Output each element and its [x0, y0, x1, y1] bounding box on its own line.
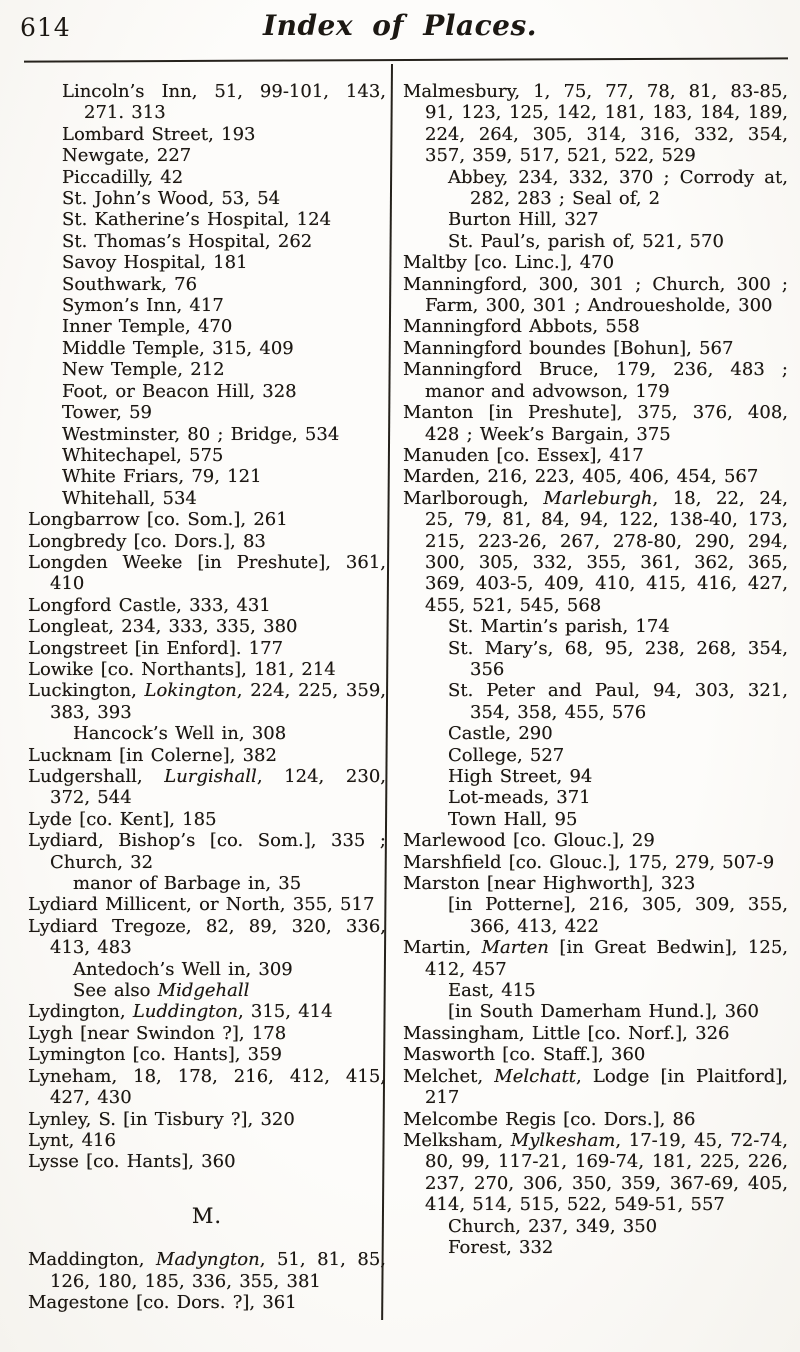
entry-text: Manningford, 300, 301 ; Church, 300 ; Farm, 300, 301 ; Androuesholde, 300: [403, 273, 788, 317]
entry-text: , Lodge [in Plaitford], 217: [425, 1065, 788, 1109]
entry-text: Marston [near Highworth], 323: [403, 873, 696, 895]
entry-text: Lysse [co. Hants], 360: [28, 1151, 236, 1173]
index-entry: [28, 1130, 386, 1151]
entry-text-italic: Lurgishall: [164, 766, 257, 787]
entry-text: Symon’s Inn, 417: [62, 295, 224, 317]
entry-text: Southwark, 76: [62, 273, 198, 295]
entry-text: Lydington,: [28, 1001, 133, 1023]
index-entry: [73, 873, 386, 894]
entry-text: Burton Hill, 327: [448, 209, 599, 231]
index-entry: [28, 916, 386, 959]
index-entry: [448, 980, 788, 1001]
index-entry: [28, 1001, 386, 1022]
index-entry: [62, 338, 386, 359]
entry-text: See also: [73, 980, 158, 1002]
index-entry: [62, 231, 386, 252]
index-entry: [28, 830, 386, 873]
index-entry: [62, 167, 386, 188]
entry-text: Newgate, 227: [62, 145, 192, 167]
entry-text: Westminster, 80 ; Bridge, 534: [62, 423, 340, 445]
index-entry: [448, 209, 788, 230]
index-entry: [403, 81, 788, 167]
entry-text: Melchet,: [403, 1065, 495, 1087]
entry-text: Tower, 59: [62, 402, 152, 424]
entry-text: Foot, or Beacon Hill, 328: [62, 380, 297, 402]
index-entry: [28, 659, 386, 680]
index-entry: [62, 81, 386, 124]
entry-text: Inner Temple, 470: [62, 316, 233, 338]
entry-text: Lygh [near Swindon ?], 178: [28, 1022, 287, 1044]
entry-text: [in Great Bedwin], 125, 412, 457: [425, 937, 789, 980]
index-entry: [28, 1292, 386, 1313]
entry-text: Lyde [co. Kent], 185: [28, 808, 217, 830]
index-entry: [28, 1151, 386, 1172]
entry-text: , 315, 414: [237, 1001, 333, 1023]
page-number: 614: [20, 13, 71, 42]
header-rule: [24, 57, 788, 62]
index-entry: [62, 402, 386, 423]
index-entry: [448, 231, 788, 252]
index-entry: [448, 167, 788, 210]
entry-text: , 17-19, 45, 72-74, 80, 99, 117-21, 169-74, 181, 225, 226, 237, 270, 306, 350, 359, 367-69, 405, 414, 514, 515, 522, 549-51, 557: [425, 1129, 788, 1216]
index-entry: [62, 466, 386, 487]
entry-text: Lydiard Tregoze, 82, 89, 320, 336, 413, 483: [28, 915, 386, 959]
entry-text-italic: Madyngton: [156, 1249, 260, 1271]
index-entry: [62, 316, 386, 337]
entry-text: Longden Weeke [in Preshute], 361, 410: [28, 551, 386, 595]
index-entry: [62, 488, 386, 509]
entry-text: Manningford boundes [Bohun], 567: [403, 337, 734, 359]
entry-text: Church, 237, 349, 350: [448, 1215, 658, 1237]
index-entry: [403, 1044, 788, 1065]
entry-text: , 224, 225, 359, 383, 393: [50, 680, 386, 723]
entry-text: Marshfield [co. Glouc.], 175, 279, 507-9: [403, 851, 775, 873]
index-entry: [403, 1130, 788, 1216]
entry-text: Antedoch’s Well in, 309: [73, 958, 293, 980]
index-entry: [73, 723, 386, 744]
entry-text: Forest, 332: [448, 1236, 554, 1258]
entry-text: Lyneham, 18, 178, 216, 412, 415, 427, 430: [28, 1065, 386, 1109]
index-entry: [28, 1044, 386, 1065]
index-entry: [403, 937, 788, 980]
index-entry: [62, 424, 386, 445]
entry-text: St. Mary’s, 68, 95, 238, 268, 354, 356: [448, 637, 788, 680]
index-entry: [73, 980, 386, 1001]
entry-text-italic: Melchatt: [494, 1065, 576, 1087]
index-entry: [403, 316, 788, 337]
index-entry: [62, 188, 386, 209]
index-entry: [62, 209, 386, 230]
index-entry: [448, 616, 788, 637]
index-entry: [403, 402, 788, 445]
index-entry: [448, 680, 788, 723]
index-entry: [28, 638, 386, 659]
entry-text: manor of Barbage in, 35: [73, 873, 302, 895]
entry-text: Maltby [co. Linc.], 470: [403, 252, 615, 274]
entry-text: Longford Castle, 333, 431: [28, 594, 271, 616]
entry-text: Longbarrow [co. Som.], 261: [28, 509, 288, 531]
entry-text-italic: Marleburgh: [543, 487, 653, 509]
index-entry: [28, 1109, 386, 1130]
index-entry: [403, 445, 788, 466]
letter-heading: M.: [191, 1203, 223, 1228]
right-column: [403, 81, 788, 1258]
index-entry: [28, 1023, 386, 1044]
entry-text: Lydiard, Bishop’s [co. Som.], 335 ; Church, 32: [28, 830, 386, 873]
index-entry: [28, 1249, 386, 1292]
entry-text: Martin,: [403, 937, 482, 959]
entry-text-italic: Luddington: [132, 1001, 238, 1023]
index-entry: [28, 1066, 386, 1109]
entry-text: Melcombe Regis [co. Dors.], 86: [403, 1108, 696, 1130]
entry-text: Luckington,: [28, 680, 145, 702]
entry-text: Lydiard Millicent, or North, 355, 517: [28, 894, 375, 916]
entry-text: Marlborough,: [403, 487, 544, 509]
index-entry: [403, 1023, 788, 1044]
entry-text: Lincoln’s Inn, 51, 99-101, 143, 271. 313: [62, 81, 386, 124]
index-entry: [448, 1216, 788, 1237]
entry-text: Lombard Street, 193: [62, 123, 256, 145]
index-entry: [62, 124, 386, 145]
entry-text: , 18, 22, 24, 25, 79, 81, 84, 94, 122, 138-40, 173, 215, 223-26, 267, 278-80, 290, 294, 300, 305, 332, 355, 361, 362, 365, 369, 403-5, 409, 410, 415, 416, 427, 455, 521, 545, 568: [425, 487, 789, 616]
index-entry: [448, 638, 788, 681]
entry-text: College, 527: [448, 744, 565, 766]
index-entry: [28, 766, 386, 809]
index-entry: [62, 145, 386, 166]
index-entry: [28, 595, 386, 616]
entry-text: Manuden [co. Essex], 417: [403, 444, 644, 466]
entry-text: Manningford Abbots, 558: [403, 316, 640, 338]
entry-text: High Street, 94: [448, 766, 593, 787]
index-entry: [448, 894, 788, 937]
index-entry: [403, 359, 788, 402]
index-entry: [403, 466, 788, 487]
index-entry: [403, 274, 788, 317]
entry-text: [in South Damerham Hund.], 360: [448, 1001, 759, 1023]
entry-text: Manningford Bruce, 179, 236, 483 ; manor and advowson, 179: [403, 359, 788, 402]
index-entry: [62, 295, 386, 316]
index-entry: [448, 809, 788, 830]
entry-text: Piccadilly, 42: [62, 166, 184, 188]
running-title: Index of Places.: [263, 9, 537, 42]
index-entry: [73, 959, 386, 980]
entry-text-italic: Marten: [481, 937, 549, 959]
index-entry: [448, 745, 788, 766]
entry-text: Longleat, 234, 333, 335, 380: [28, 616, 298, 638]
entry-text: Marlewood [co. Glouc.], 29: [403, 830, 655, 852]
entry-text-italic: Mylkesham: [510, 1129, 616, 1151]
entry-text-italic: Midgehall: [157, 980, 250, 1002]
index-entry: [28, 745, 386, 766]
entry-text: St. Thomas’s Hospital, 262: [62, 230, 313, 252]
entry-text: New Temple, 212: [62, 359, 225, 381]
entry-text: Abbey, 234, 332, 370 ; Corrody at, 282, 283 ; Seal of, 2: [448, 166, 788, 210]
entry-text: Longstreet [in Enford]. 177: [28, 637, 284, 659]
entry-text: Lot-meads, 371: [448, 787, 591, 809]
entry-text: , 124, 230, 372, 544: [50, 766, 386, 809]
entry-text: Lynt, 416: [28, 1129, 116, 1151]
entry-text: Whitechapel, 575: [62, 444, 224, 466]
entry-text: St. Peter and Paul, 94, 303, 321, 354, 358, 455, 576: [448, 680, 788, 723]
index-entry: [28, 509, 386, 530]
index-entry: [62, 359, 386, 380]
entry-text-italic: Lokington: [144, 680, 237, 702]
entry-text: Maddington,: [28, 1249, 157, 1271]
index-entry: [403, 873, 788, 894]
index-entry: [448, 1237, 788, 1258]
entry-text: Lucknam [in Colerne], 382: [28, 744, 277, 766]
index-entry: [403, 852, 788, 873]
index-entry: [62, 252, 386, 273]
entry-text: [in Potterne], 216, 305, 309, 355, 366, 413, 422: [448, 894, 788, 937]
entry-text: Castle, 290: [448, 723, 553, 745]
index-entry: [403, 252, 788, 273]
entry-text: Magestone [co. Dors. ?], 361: [28, 1291, 297, 1313]
entry-text: East, 415: [448, 980, 536, 1002]
entry-text: St. John’s Wood, 53, 54: [62, 188, 281, 210]
index-entry: [403, 338, 788, 359]
entry-text: Marden, 216, 223, 405, 406, 454, 567: [403, 466, 759, 488]
entry-text: , 51, 81, 85, 126, 180, 185, 336, 355, 381: [50, 1249, 387, 1292]
index-entry: [28, 552, 386, 595]
index-entry: [448, 723, 788, 744]
entry-text: Middle Temple, 315, 409: [62, 337, 294, 359]
index-entry: [28, 894, 386, 915]
index-entry: [62, 445, 386, 466]
entry-text: Manton [in Preshute], 375, 376, 408, 428 ; Week’s Bargain, 375: [403, 402, 788, 445]
index-entry: [62, 381, 386, 402]
index-entry: [448, 787, 788, 808]
entry-text: Savoy Hospital, 181: [62, 252, 248, 274]
index-entry: [62, 274, 386, 295]
entry-text: Lynley, S. [in Tisbury ?], 320: [28, 1108, 295, 1130]
entry-text: Lowike [co. Northants], 181, 214: [28, 658, 336, 680]
index-entry: [28, 680, 386, 723]
entry-text: Massingham, Little [co. Norf.], 326: [403, 1022, 730, 1044]
entry-text: St. Katherine’s Hospital, 124: [62, 209, 332, 231]
entry-text: Whitehall, 534: [62, 487, 197, 509]
entry-text: Masworth [co. Staff.], 360: [403, 1044, 646, 1066]
entry-text: Lymington [co. Hants], 359: [28, 1044, 283, 1066]
entry-text: Hancock’s Well in, 308: [73, 723, 287, 745]
entry-text: Melksham,: [403, 1129, 511, 1151]
entry-text: Malmesbury, 1, 75, 77, 78, 81, 83-85, 91, 123, 125, 142, 181, 183, 184, 189, 224, 264, 305, 314, 316, 332, 354, 357, 359, 517, 521, 522, 529: [403, 81, 788, 167]
entry-text: Town Hall, 95: [448, 808, 578, 830]
entry-text: Ludgershall,: [28, 766, 165, 787]
index-entry: [448, 1001, 788, 1022]
left-column: [28, 81, 386, 1313]
index-entry: [28, 531, 386, 552]
entry-text: Longbredy [co. Dors.], 83: [28, 530, 266, 552]
index-entry: [403, 1066, 788, 1109]
index-entry: [28, 616, 386, 637]
entry-text: St. Paul’s, parish of, 521, 570: [448, 230, 724, 252]
entry-text: White Friars, 79, 121: [62, 466, 262, 488]
index-entry: [403, 488, 788, 616]
index-entry: [448, 766, 788, 787]
index-entry: [28, 809, 386, 830]
entry-text: St. Martin’s parish, 174: [448, 616, 670, 638]
index-entry: [403, 830, 788, 851]
index-entry: [403, 1109, 788, 1130]
